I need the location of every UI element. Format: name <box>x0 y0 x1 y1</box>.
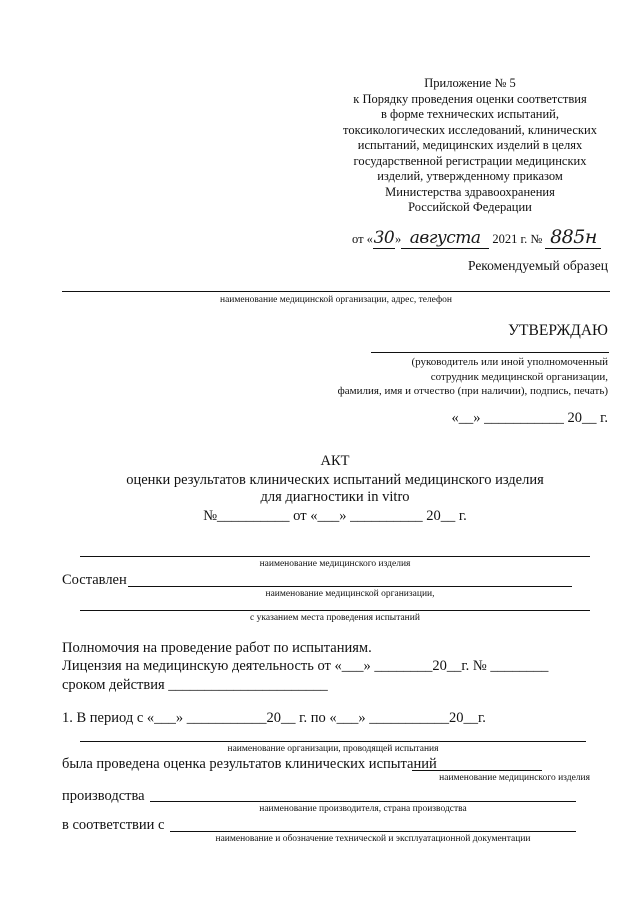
appendix-block <box>330 76 610 216</box>
act-subtitle: оценки результатов клинических испытаний медицинского изделия <box>126 472 544 488</box>
accordance-line <box>170 831 576 832</box>
org-test-caption: наименование организации, проводящей испытания <box>227 744 439 754</box>
device-caption-2: наименование медицинского изделия <box>439 773 590 783</box>
powers-text: Полномочия на проведение работ по испытаниям. <box>62 640 372 656</box>
appendix-line: испытаний, медицинских изделий в целях <box>357 138 583 152</box>
license-text: Лицензия на медицинскую деятельность от «___» ________20__г. № ________ <box>62 658 549 674</box>
order-date-year: 2021 г. № <box>492 232 543 246</box>
act-number-line: №__________ от «___» __________ 20__ г. <box>203 508 467 524</box>
order-date-prefix: от « <box>352 232 373 246</box>
order-date-line <box>352 226 601 249</box>
evaluation-line <box>412 770 542 771</box>
appendix-line: государственной регистрации медицинских <box>353 153 587 168</box>
compiled-line <box>128 586 572 587</box>
org-test-line <box>80 741 586 742</box>
place-caption: с указанием места проведения испытаний <box>250 613 420 623</box>
evaluation-text: была проведена оценка результатов клинических испытаний <box>62 756 437 772</box>
validity-text: сроком действия ______________________ <box>62 677 328 693</box>
production-label: производства <box>62 788 145 804</box>
production-line <box>150 801 576 802</box>
org-caption: наименование медицинской организации, адрес, телефон <box>219 295 453 305</box>
compiled-caption: наименование медицинской организации, <box>265 589 435 599</box>
act-subtitle-ivd: для диагностики in vitro <box>260 489 410 505</box>
manufacturer-caption: наименование производителя, страна производства <box>259 804 467 814</box>
approve-caption-line: сотрудник медицинской организации, <box>430 370 608 383</box>
appendix-line: Российской Федерации <box>408 200 532 214</box>
order-date-month: августа <box>401 228 489 249</box>
compiled-label: Составлен <box>62 572 127 588</box>
appendix-line: изделий, утвержденному приказом <box>377 169 563 183</box>
device-caption: наименование медицинского изделия <box>259 559 411 569</box>
approve-caption-line: фамилия, имя и отчество (при наличии), подпись, печать) <box>337 385 608 397</box>
appendix-line: в форме технических испытаний, <box>380 107 559 121</box>
accordance-label: в соответствии с <box>62 817 165 833</box>
doc-caption: наименование и обозначение технической и эксплуатационной документации <box>215 834 531 844</box>
recommended-sample: Рекомендуемый образец <box>467 258 608 273</box>
approve-date: «__» ___________ 20__ г. <box>451 410 608 426</box>
approve-caption-line: (руководитель или иной уполномоченный <box>411 356 608 368</box>
order-date-mid: » <box>394 232 402 246</box>
appendix-line: Приложение № 5 <box>424 76 516 90</box>
act-title: АКТ <box>320 453 350 469</box>
order-date-day: 30 <box>373 228 395 248</box>
approve-signature-line <box>371 352 609 353</box>
appendix-line: Министерства здравоохранения <box>385 184 555 199</box>
device-line <box>80 556 590 557</box>
order-number: 885н <box>545 226 601 249</box>
approve-caption <box>338 355 608 399</box>
appendix-line: к Порядку проведения оценки соответствия <box>353 91 587 106</box>
appendix-line: токсикологических исследований, клинических <box>343 122 597 137</box>
place-line <box>80 610 590 611</box>
period-text: 1. В период с «___» ___________20__ г. по «___» ___________20__г. <box>62 710 486 726</box>
org-line <box>62 291 610 292</box>
approve-title: УТВЕРЖДАЮ <box>508 322 608 339</box>
